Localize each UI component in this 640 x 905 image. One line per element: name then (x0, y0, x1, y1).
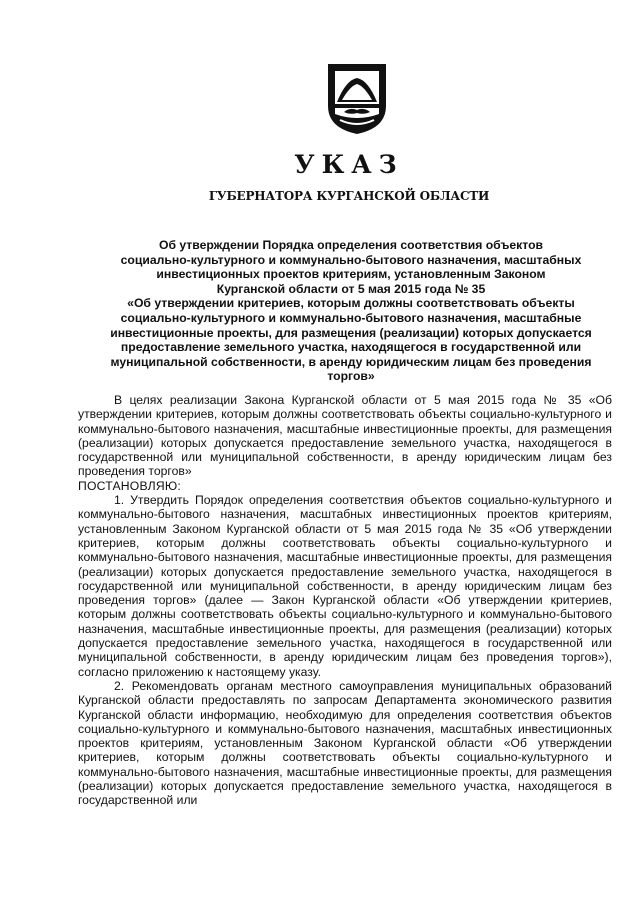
decree-word: ПОСТАНОВЛЯЮ: (78, 478, 181, 493)
item-1-paragraph: 1. Утвердить Порядок определения соответствия объектов социально-культурного и коммунально-бытового назначения, масштабных инвестиционных проектов критериям, установленным Законом Курганской области от 5 мая 2015 года № 35 «Об утверждении критериев, которым должны соответствовать объекты социально-культурного и коммунально-бытового назначения, масштабные инвестиционные проекты, для размещения (реализации) которых допускается предоставление земельного участка, находящегося в государственной или муниципальной собственности, в аренду юридическим лицам без проведения торгов» (далее — Закон Курганской области «Об утверждении критериев, которым должны соответствовать объекты социально-культурного и коммунально-бытового назначения, масштабные инвестиционные проекты, для размещения (реализации) которых допускается предоставление земельного участка, находящегося в государственной или муниципальной собственности, в аренду юридическим лицам без проведения торгов»), согласно приложению к настоящему указу. (78, 493, 612, 679)
heading-line: инвестиционных проектов критериям, установленным Законом (156, 267, 546, 282)
heading-line: инвестиционные проекты, для размещения (реализации) которых допускается (110, 325, 592, 340)
heading-line: муниципальной собственности, в аренду юридическим лицам без проведения (110, 354, 592, 369)
decree-heading (86, 238, 616, 384)
decree-body (78, 393, 612, 808)
document-title: УКАЗ (294, 150, 404, 179)
heading-line: Курганской области от 5 мая 2015 года № 35 (216, 281, 486, 296)
document-subtitle: ГУБЕРНАТОРА КУРГАНСКОЙ ОБЛАСТИ (208, 189, 490, 203)
heading-line: «Об утверждении критериев, которым должны соответствовать объекты (127, 296, 575, 311)
heading-line: социально-культурного и коммунально-бытового назначения, масштабные (120, 310, 582, 325)
heading-line: торгов» (327, 369, 375, 384)
item-2-paragraph: 2. Рекомендовать органам местного самоуправления муниципальных образований Курганской области предоставлять по запросам Департамента экономического развития Курганской области информацию, необходимую для определения соответствия объектов социально-культурного и коммунально-бытового назначения, масштабных инвестиционных проектов критериям, установленным Законом Курганской области «Об утверждении критериев, которым должны соответствовать объекты социально-культурного и коммунально-бытового назначения, масштабные инвестиционные проекты, для размещения (реализации) которых допускается предоставление земельного участка, находящегося в государственной или (78, 678, 612, 808)
heading-line: предоставление земельного участка, находящегося в государственной или (120, 340, 582, 355)
coat-of-arms-icon (326, 62, 388, 136)
heading-line: социально-культурного и коммунально-бытового назначения, масштабных (120, 252, 582, 267)
preamble-paragraph: В целях реализации Закона Курганской области от 5 мая 2015 года № 35 «Об утверждении критериев, которым должны соответствовать объекты социально-культурного и коммунально-бытового назначения, масштабные инвестиционные проекты, для размещения (реализации) которых допускается предоставление земельного участка, находящегося в государственной или муниципальной собственности, в аренду юридическим лицам без проведения торгов» (78, 393, 612, 479)
heading-line: Об утверждении Порядка определения соответствия объектов (158, 238, 544, 252)
